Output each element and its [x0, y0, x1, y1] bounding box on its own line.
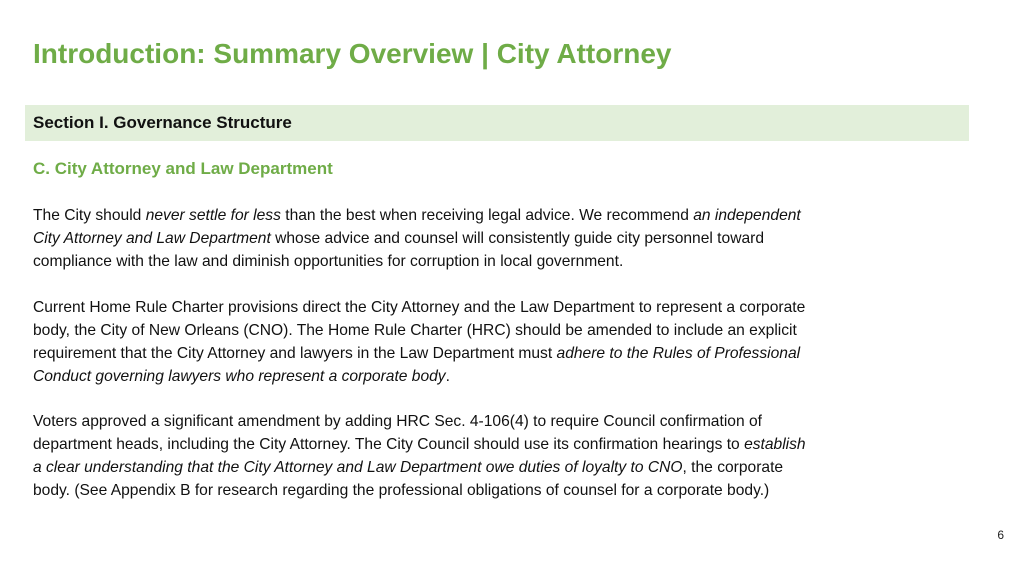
paragraph-1	[33, 204, 801, 273]
text-line	[33, 456, 806, 479]
paragraph-3	[33, 410, 806, 502]
text-segment: requirement that the City Attorney and lawyers in the Law Department must	[33, 345, 557, 362]
section-heading: Section I. Governance Structure	[33, 113, 292, 132]
text-line	[33, 342, 805, 365]
text-line	[33, 319, 805, 342]
emphasis-text: adhere to the Rules of Professional	[556, 345, 801, 362]
text-segment: department heads, including the City Attorney. The City Council should use its confirmation hearings to	[33, 436, 745, 453]
text-segment: than the best when receiving legal advice. We recommend	[280, 207, 694, 224]
text-segment: body. (See Appendix B for research regarding the professional obligations of counsel for a corporate body.)	[33, 482, 770, 499]
text-segment: .	[445, 368, 450, 385]
text-line	[33, 433, 806, 456]
text-segment: The City should	[33, 207, 146, 224]
text-segment: , the corporate	[682, 459, 784, 476]
slide-title: Introduction: Summary Overview | City Attorney	[33, 38, 672, 69]
subheading: C. City Attorney and Law Department	[33, 159, 333, 178]
emphasis-text: establish	[744, 436, 806, 453]
paragraph-2	[33, 296, 805, 388]
emphasis-text: never settle for less	[145, 207, 281, 224]
text-line	[33, 479, 806, 502]
text-line	[33, 410, 806, 433]
text-line	[33, 204, 801, 227]
text-line	[33, 250, 801, 273]
text-line	[33, 227, 801, 250]
emphasis-text: City Attorney and Law Department	[33, 230, 271, 247]
page-number: 6	[997, 528, 1004, 542]
text-segment: body, the City of New Orleans (CNO). The Home Rule Charter (HRC) should be amended to include an explicit	[33, 322, 797, 339]
text-segment: whose advice and counsel will consistently guide city personnel toward	[270, 230, 764, 247]
emphasis-text: an independent	[693, 207, 801, 224]
text-line	[33, 365, 805, 388]
text-segment: compliance with the law and diminish opportunities for corruption in local government.	[33, 253, 624, 270]
text-segment: Voters approved a significant amendment by adding HRC Sec. 4-106(4) to require Council confirmation of	[33, 413, 762, 430]
emphasis-text: Conduct governing lawyers who represent a corporate body	[33, 368, 446, 385]
text-line	[33, 296, 805, 319]
text-segment: Current Home Rule Charter provisions direct the City Attorney and the Law Department to represent a corporate	[33, 299, 806, 316]
emphasis-text: a clear understanding that the City Attorney and Law Department owe duties of loyalty to CNO	[33, 459, 683, 476]
section-band	[25, 105, 969, 141]
